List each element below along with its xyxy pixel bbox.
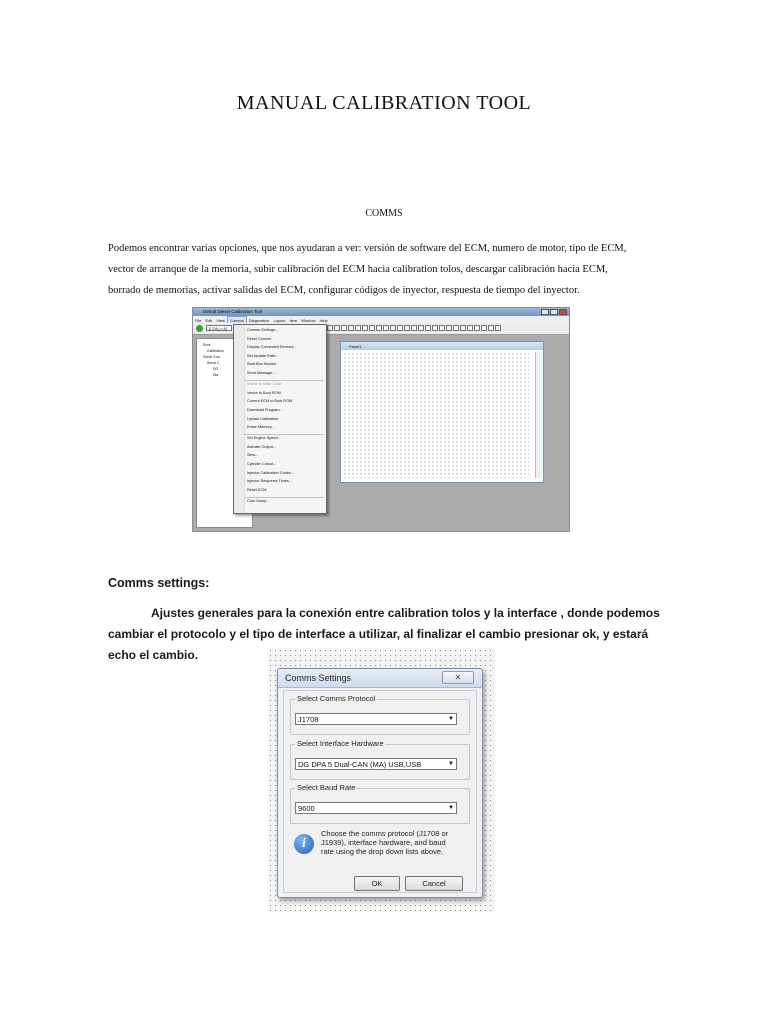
hardware-select[interactable]: [295, 758, 457, 770]
app-window-title: Detroit Diesel Calibration Tool: [203, 309, 263, 314]
menu-view[interactable]: View: [216, 318, 225, 323]
comms-menu-item[interactable]: Reset ECM: [247, 487, 267, 492]
chevron-down-icon[interactable]: ▼: [448, 716, 454, 722]
comms-menu-item[interactable]: Slew...: [247, 453, 259, 458]
dialog-close-icon[interactable]: ✕: [442, 671, 474, 684]
toolbar-button[interactable]: [460, 325, 466, 331]
info-icon: i: [294, 834, 314, 854]
toolbar-button[interactable]: [453, 325, 459, 331]
tree-item[interactable]: Dia: [213, 373, 219, 377]
menu-window[interactable]: Window: [301, 318, 316, 323]
app-titlebar: [193, 308, 569, 316]
comms-menu-item[interactable]: Set Update Rate...: [247, 353, 279, 358]
baud-group: [290, 783, 470, 824]
toolbar-button[interactable]: [481, 325, 487, 331]
app-menubar: [193, 316, 569, 323]
calibration-tool-screenshot: [192, 307, 570, 532]
protocol-combo[interactable]: J1708 (>=5): [206, 325, 232, 331]
dialog-body: [283, 690, 477, 893]
menu-item[interactable]: Item: [289, 318, 298, 323]
ok-button[interactable]: OK: [354, 876, 400, 891]
baud-label: Select Baud Rate: [297, 783, 356, 792]
chevron-down-icon[interactable]: ▼: [448, 805, 454, 811]
protocol-group: [290, 694, 470, 735]
toolbar-button[interactable]: [362, 325, 368, 331]
close-icon[interactable]: [559, 309, 567, 315]
connect-icon[interactable]: [196, 325, 203, 332]
info-text: [321, 829, 471, 856]
toolbar-button[interactable]: [397, 325, 403, 331]
maximize-icon[interactable]: [550, 309, 558, 315]
toolbar-button[interactable]: [334, 325, 340, 331]
panel1-window[interactable]: [340, 341, 544, 483]
toolbar-button[interactable]: [474, 325, 480, 331]
comms-menu-item[interactable]: Comms Settings...: [247, 328, 279, 332]
baud-value: 9600: [298, 804, 315, 813]
tree-item[interactable]: DG: [213, 367, 219, 371]
comms-menu-item[interactable]: Injector Response Times...: [247, 479, 292, 484]
paragraph-line: echo el cambio.: [108, 648, 199, 662]
comms-menu-item[interactable]: Send Message...: [247, 371, 276, 375]
comms-menu-item[interactable]: Cylinder Cutout...: [247, 462, 277, 466]
dialog-titlebar: [278, 669, 482, 688]
panel1-grid[interactable]: [343, 352, 529, 478]
comms-menu-item[interactable]: Activate Output...: [247, 444, 277, 449]
section-heading-comms-settings: Comms settings:: [108, 576, 210, 590]
comms-settings-screenshot: [268, 648, 495, 912]
comms-menu-item[interactable]: Start Bus Monitor: [247, 362, 277, 367]
comms-paragraph: [108, 238, 668, 301]
comms-menu-item[interactable]: Current ECM to Boot ROM: [247, 399, 293, 404]
comms-dropdown-menu: [233, 324, 327, 514]
toolbar-button[interactable]: [390, 325, 396, 331]
toolbar-button[interactable]: [418, 325, 424, 331]
toolbar-button[interactable]: [383, 325, 389, 331]
comms-menu-item[interactable]: Injector Calibration Codes...: [247, 470, 294, 475]
menu-separator: [244, 497, 324, 498]
window-controls: [540, 309, 567, 315]
menu-separator: [244, 380, 324, 381]
cancel-button[interactable]: Cancel: [405, 876, 463, 891]
hardware-group: [290, 739, 470, 780]
paragraph-line: vector de arranque de la memoria, subir calibración del ECM hacia calibration tolos, descargar calibración hacia ECM,: [108, 264, 608, 275]
hardware-value: DG DPA 5 Dual-CAN (MA) USB,USB: [298, 760, 422, 769]
info-line: J1939), interface hardware, and baud: [321, 838, 446, 847]
comms-menu-item: Vector to Main Code: [247, 382, 282, 387]
info-line: rate using the drop down lists above.: [321, 847, 444, 856]
toolbar-button[interactable]: [376, 325, 382, 331]
comms-menu-item[interactable]: Core Dump...: [247, 498, 270, 503]
section-heading-comms: COMMS: [365, 208, 403, 219]
dialog-title: Comms Settings: [285, 673, 352, 683]
toolbar-button[interactable]: [439, 325, 445, 331]
menu-gutter: [234, 325, 245, 513]
chevron-down-icon[interactable]: ▼: [448, 761, 454, 767]
paragraph-line: borrado de memorias, activar salidas del ECM, configurar códigos de inyector, respuesta de tiempo del inyector.: [108, 285, 580, 296]
toolbar-button[interactable]: [495, 325, 501, 331]
toolbar-button[interactable]: [327, 325, 333, 331]
toolbar-button[interactable]: [425, 325, 431, 331]
tree-item[interactable]: Root: [203, 343, 211, 347]
panel1-scrollbar[interactable]: [535, 352, 542, 478]
tree-item[interactable]: Serial C: [207, 361, 220, 365]
protocol-value: J1708: [298, 715, 319, 724]
paragraph-line: Ajustes generales para la conexión entre calibration tolos y la interface , donde podemos: [151, 606, 660, 620]
comms-settings-dialog: [277, 668, 483, 898]
menu-edit[interactable]: Edit: [205, 318, 213, 323]
toolbar-button[interactable]: [369, 325, 375, 331]
comms-menu-item[interactable]: Display Connected Devices...: [247, 345, 297, 350]
toolbar-button[interactable]: [411, 325, 417, 331]
comms-menu-item[interactable]: Download Program...: [247, 407, 283, 412]
panel1-titlebar: [341, 342, 543, 350]
baud-select[interactable]: [295, 802, 457, 814]
comms-menu-item[interactable]: Set Engine Speed...: [247, 436, 281, 441]
document-title: MANUAL CALIBRATION TOOL: [236, 92, 532, 114]
hardware-label: Select Interface Hardware: [297, 739, 384, 748]
comms-menu-item[interactable]: Reset Comms: [247, 336, 272, 341]
tree-item[interactable]: Serial Com: [203, 355, 221, 359]
toolbar-button[interactable]: [488, 325, 494, 331]
comms-menu-item[interactable]: Vector to Boot ROM: [247, 390, 281, 395]
toolbar-button[interactable]: [355, 325, 361, 331]
panel1-title: Panel1: [349, 343, 362, 349]
menu-help[interactable]: Help: [319, 318, 328, 323]
comms-menu-item[interactable]: Upload Calibration: [247, 416, 279, 421]
menu-comms[interactable]: Comms: [227, 316, 247, 325]
menu-separator: [244, 434, 324, 435]
menu-file[interactable]: File: [195, 318, 202, 323]
menu-layout[interactable]: Layout: [273, 318, 286, 323]
toolbar-button[interactable]: [348, 325, 354, 331]
menu-diagnostics[interactable]: Diagnostics: [248, 318, 270, 323]
toolbar-button[interactable]: [446, 325, 452, 331]
protocol-label: Select Comms Protocol: [297, 694, 376, 703]
paragraph-line: Podemos encontrar varias opciones, que nos ayudaran a ver: versión de software del ECM, numero de motor, tipo de ECM,: [108, 243, 627, 254]
tree-item[interactable]: Calibration: [207, 349, 224, 353]
toolbar-button[interactable]: [432, 325, 438, 331]
toolbar-button[interactable]: [404, 325, 410, 331]
info-line: Choose the comms protocol (J1708 or: [321, 829, 449, 838]
comms-menu-item[interactable]: Erase Memory...: [247, 425, 275, 430]
minimize-icon[interactable]: [541, 309, 549, 315]
protocol-select[interactable]: [295, 713, 457, 725]
toolbar-button[interactable]: [341, 325, 347, 331]
paragraph-line: cambiar el protocolo y el tipo de interface a utilizar, al finalizar el cambio presionar ok, y estará: [108, 627, 649, 641]
toolbar-button[interactable]: [467, 325, 473, 331]
